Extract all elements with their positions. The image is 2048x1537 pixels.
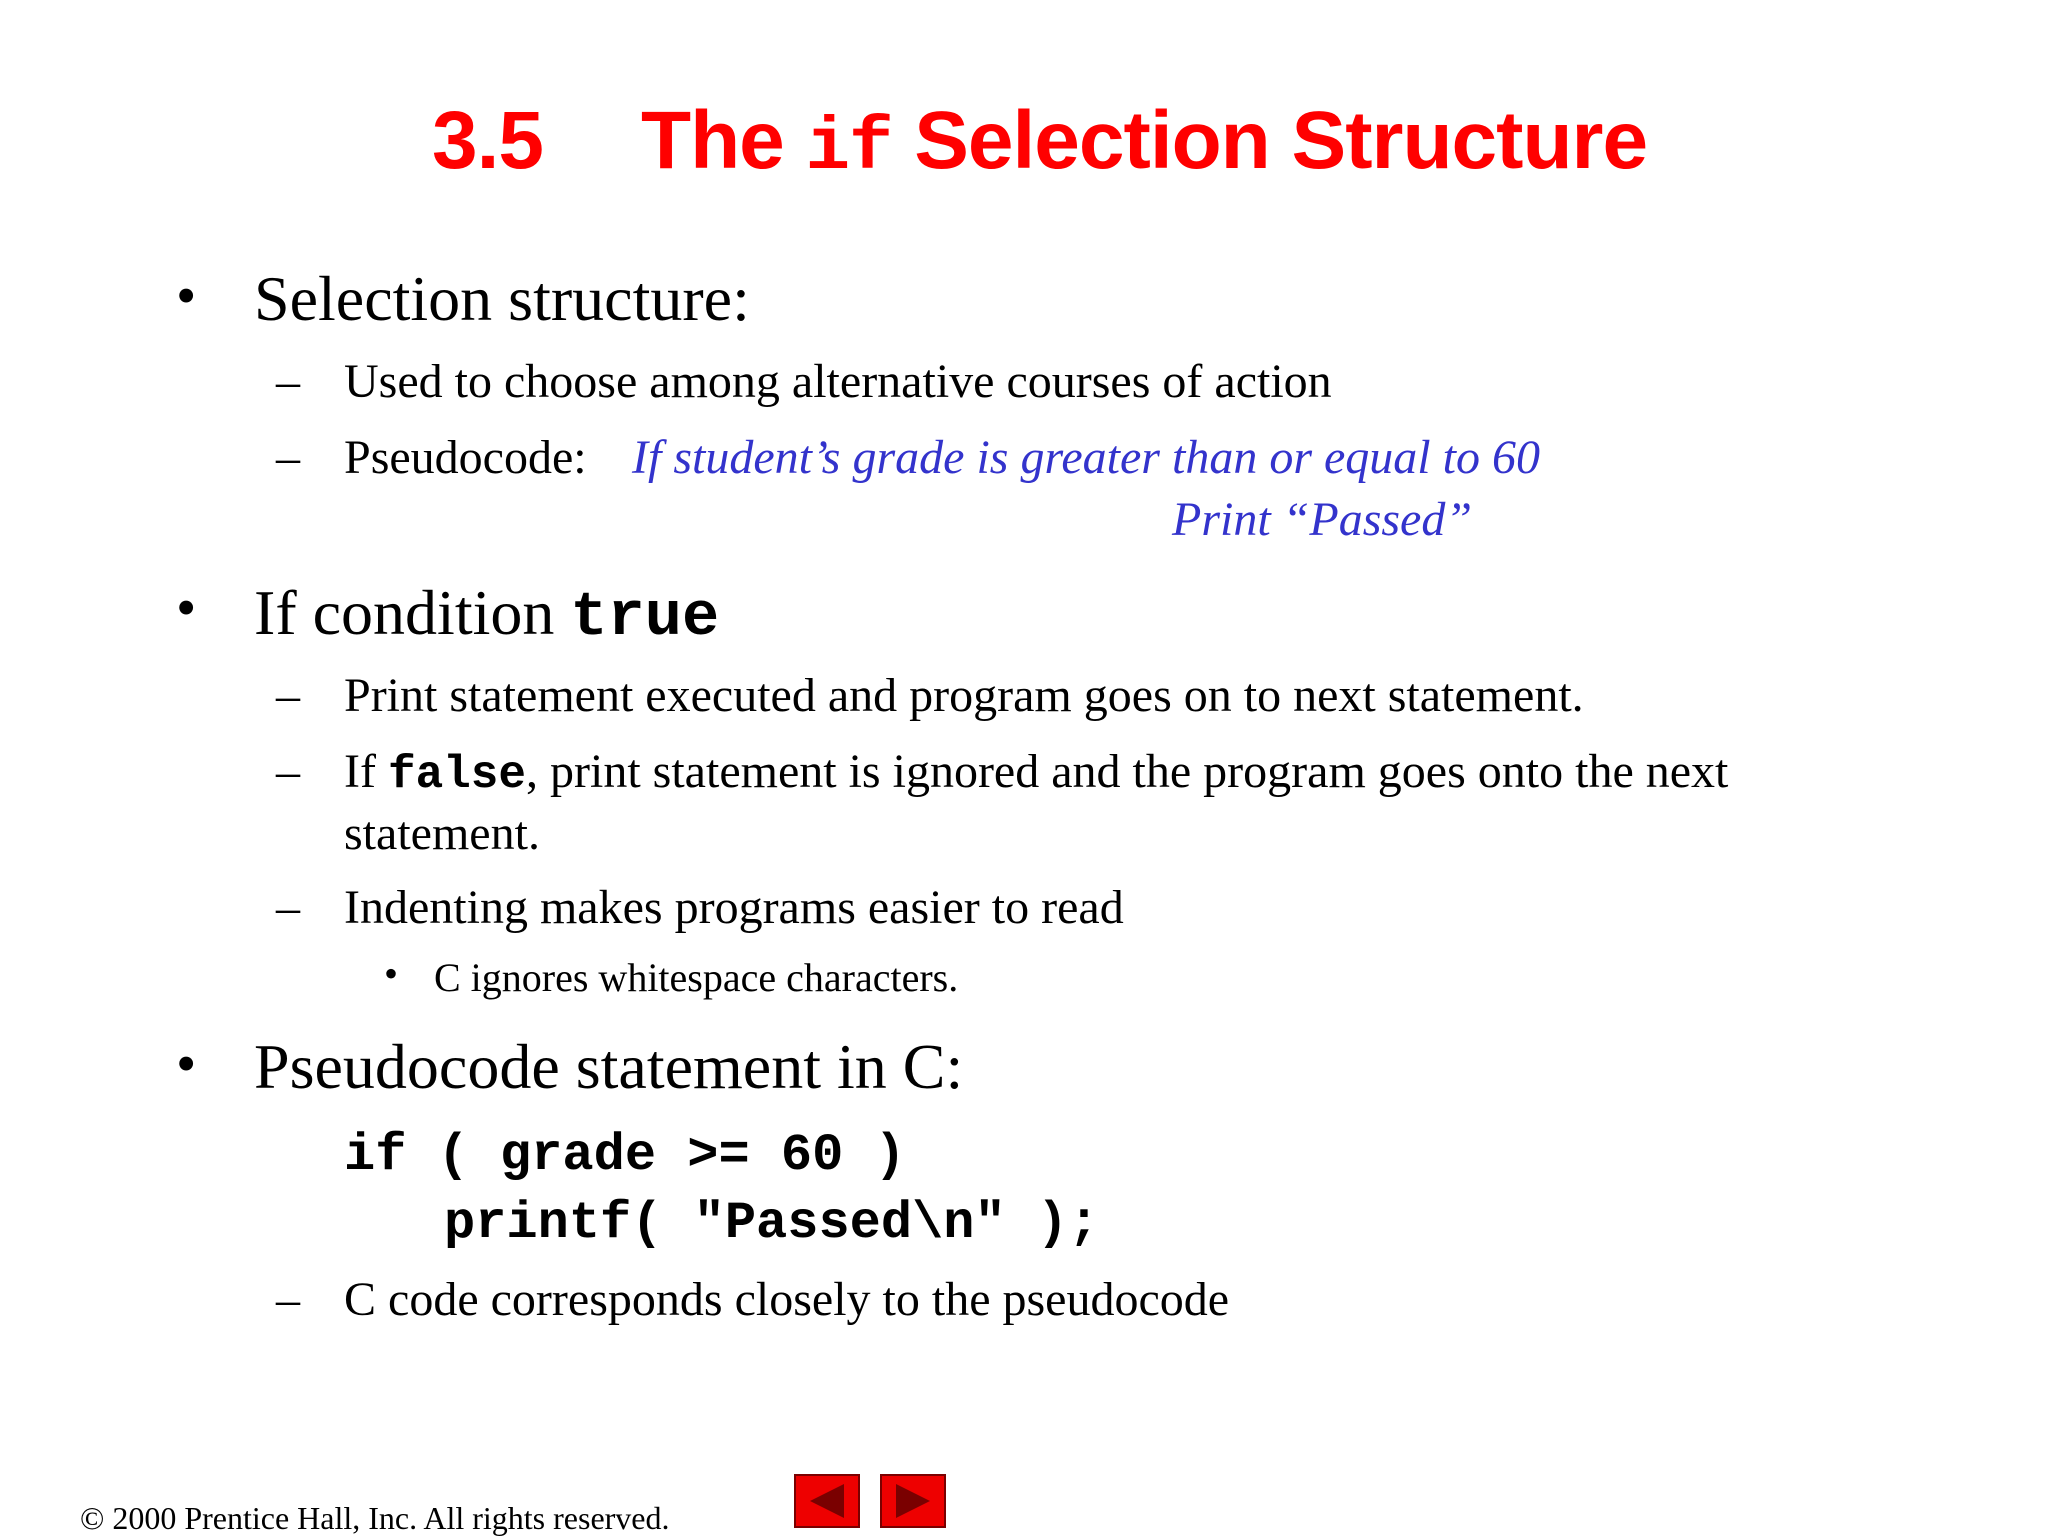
sub-if-false-continued: statement. [344,807,540,860]
right-arrow-icon [882,1476,944,1526]
bullet-selection-structure: Selection structure: [254,263,750,334]
bullet-marker-small: • [384,951,399,996]
slide-title [432,95,1648,191]
dash-marker: – [276,431,300,484]
if-condition-text: If condition [254,577,555,648]
title-pre: The [641,95,784,186]
code-line-1: if ( grade >= 60 ) [344,1126,906,1185]
dash-marker: – [276,745,300,798]
pseudocode-line-1: If student’s grade is greater than or equal to 60 [632,431,1540,484]
sub-c-code-corresponds: C code corresponds closely to the pseudocode [344,1273,1230,1326]
sub-print-executed: Print statement executed and program goes on to next statement. [344,669,1584,722]
dash-marker: – [276,669,300,722]
if-false-post: , print statement is ignored and the program goes onto the next [526,745,1729,798]
keyword-true: true [570,582,720,653]
dash-marker: – [276,1273,300,1326]
copyright-footer: © 2000 Prentice Hall, Inc. All rights reserved. [80,1500,670,1536]
bullet-marker: • [176,263,197,328]
bullet-if-condition [254,576,719,653]
sub-used-to-choose: Used to choose among alternative courses of action [344,355,1332,408]
left-arrow-icon [796,1476,858,1526]
pseudocode-label: Pseudocode: [344,431,587,484]
bullet-pseudocode-in-c: Pseudocode statement in C: [254,1031,964,1102]
sub-indenting: Indenting makes programs easier to read [344,881,1124,934]
sub-pseudocode [344,430,587,485]
next-slide-button[interactable] [880,1474,946,1528]
sub-if-false [344,744,1728,801]
prev-slide-button[interactable] [794,1474,860,1528]
title-keyword: if [805,107,893,191]
keyword-false: false [387,749,526,801]
bullet-marker: • [176,1031,197,1096]
bullet-marker: • [176,575,197,640]
dash-marker: – [276,881,300,934]
sub-sub-whitespace: C ignores whitespace characters. [434,955,959,1000]
if-false-pre: If [344,745,376,798]
section-number: 3.5 [432,95,543,186]
code-line-2: printf( "Passed\n" ); [444,1194,1100,1253]
dash-marker: – [276,355,300,408]
pseudocode-line-2: Print “Passed” [1172,493,1473,546]
title-post: Selection Structure [914,95,1648,186]
